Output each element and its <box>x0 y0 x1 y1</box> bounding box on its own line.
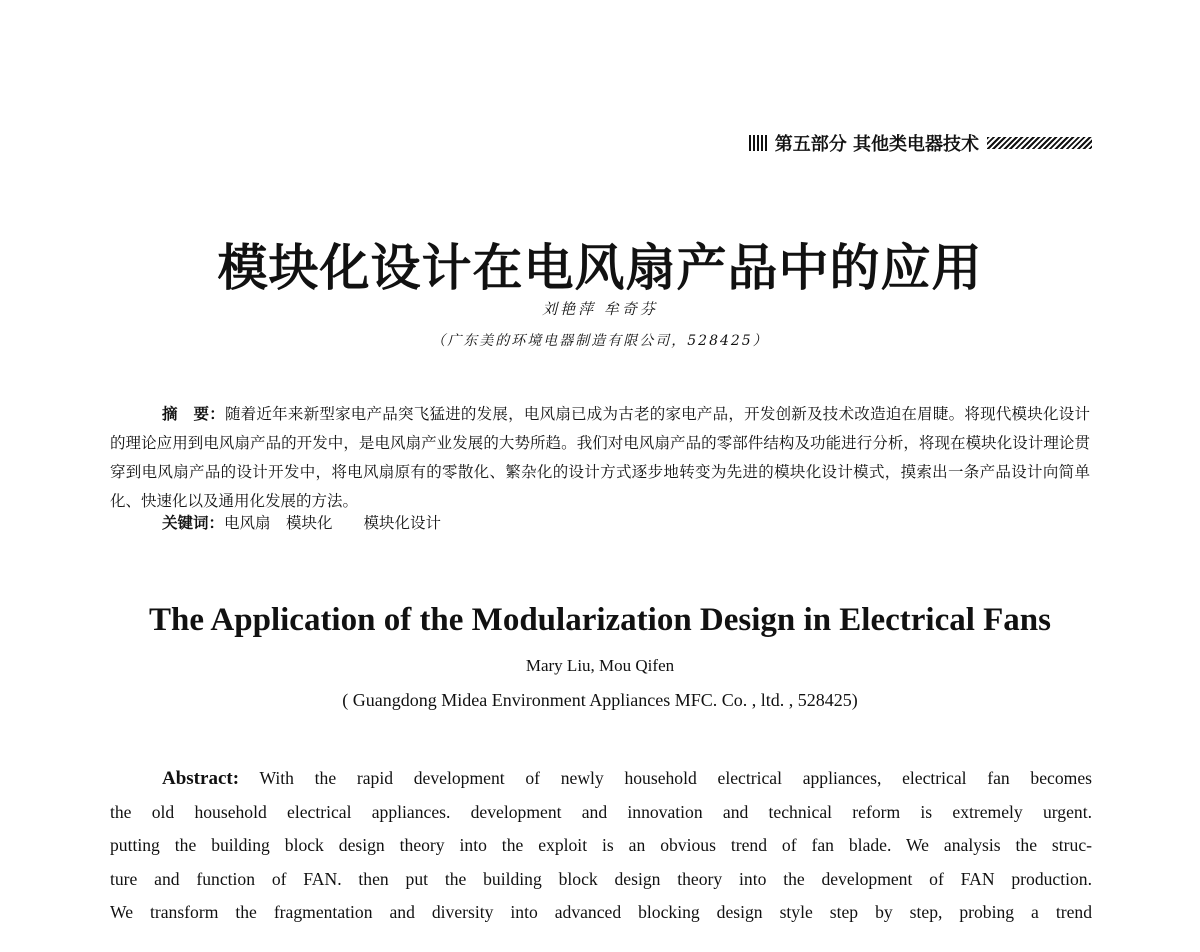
authors-en: Mary Liu, Mou Qifen <box>525 656 675 675</box>
abstract-en <box>110 762 1092 930</box>
abstract-cn <box>110 400 1090 516</box>
keywords-cn-text: 电风扇 模块化 模块化设计 <box>224 514 442 532</box>
header-mark-icon <box>749 135 767 151</box>
keywords-cn <box>162 511 441 533</box>
abstract-en-line: ture and function of FAN. then put the building block design theory into the development of FAN production. <box>110 868 1092 889</box>
header-section: 第五部分 其他类电器技术 <box>774 134 979 155</box>
abstract-cn-text: 随着近年来新型家电产品突飞猛进的发展，电风扇已成为古老的家电产品，开发创新及技术改造迫在眉睫。将现代模块化设计的理论应用到电风扇产品的开发中，是电风扇产业发展的大势所趋。我们对电风扇产品的零部件结构及功能进行分析，将现在模块化设计理论贯穿到电风扇产品的设计开发中，将电风扇原有的零散化、繁杂化的设计方式逐步地转变为先进的模块化设计模式，摸索出一条产品设计向简单化、快速化以及通用化发展的方法。 <box>110 405 1090 510</box>
header-decoration-icon <box>987 137 1092 149</box>
abstract-en-line: the old household electrical appliances. development and innovation and technical reform is extremely urgent. <box>110 801 1092 822</box>
abstract-en-line: putting the building block design theory into the exploit is an obvious trend of fan blade. We analysis the struc- <box>110 835 1092 855</box>
authors-cn: 刘艳萍 牟奇芬 <box>542 300 658 318</box>
abstract-en-line <box>110 762 1092 796</box>
title-en: The Application of the Modularization Design in Electrical Fans <box>148 602 1051 638</box>
abstract-en-line-text: With the rapid development of newly household electrical appliances, electrical fan becomes <box>259 768 1092 788</box>
affiliation-cn: （广东美的环境电器制造有限公司，528425） <box>431 333 769 349</box>
abstract-cn-label: 摘 要： <box>162 405 225 423</box>
title-cn: 模块化设计在电风扇产品中的应用 <box>217 239 983 297</box>
running-header <box>749 130 1092 156</box>
abstract-en-line: We transform the fragmentation and diversity into advanced blocking design style step by step, probing a trend <box>110 902 1092 922</box>
affiliation-en: ( Guangdong Midea Environment Appliances MFC. Co. , ltd. , 528425) <box>342 690 858 710</box>
keywords-cn-label: 关键词： <box>162 514 225 532</box>
abstract-en-label: Abstract: <box>162 768 240 789</box>
